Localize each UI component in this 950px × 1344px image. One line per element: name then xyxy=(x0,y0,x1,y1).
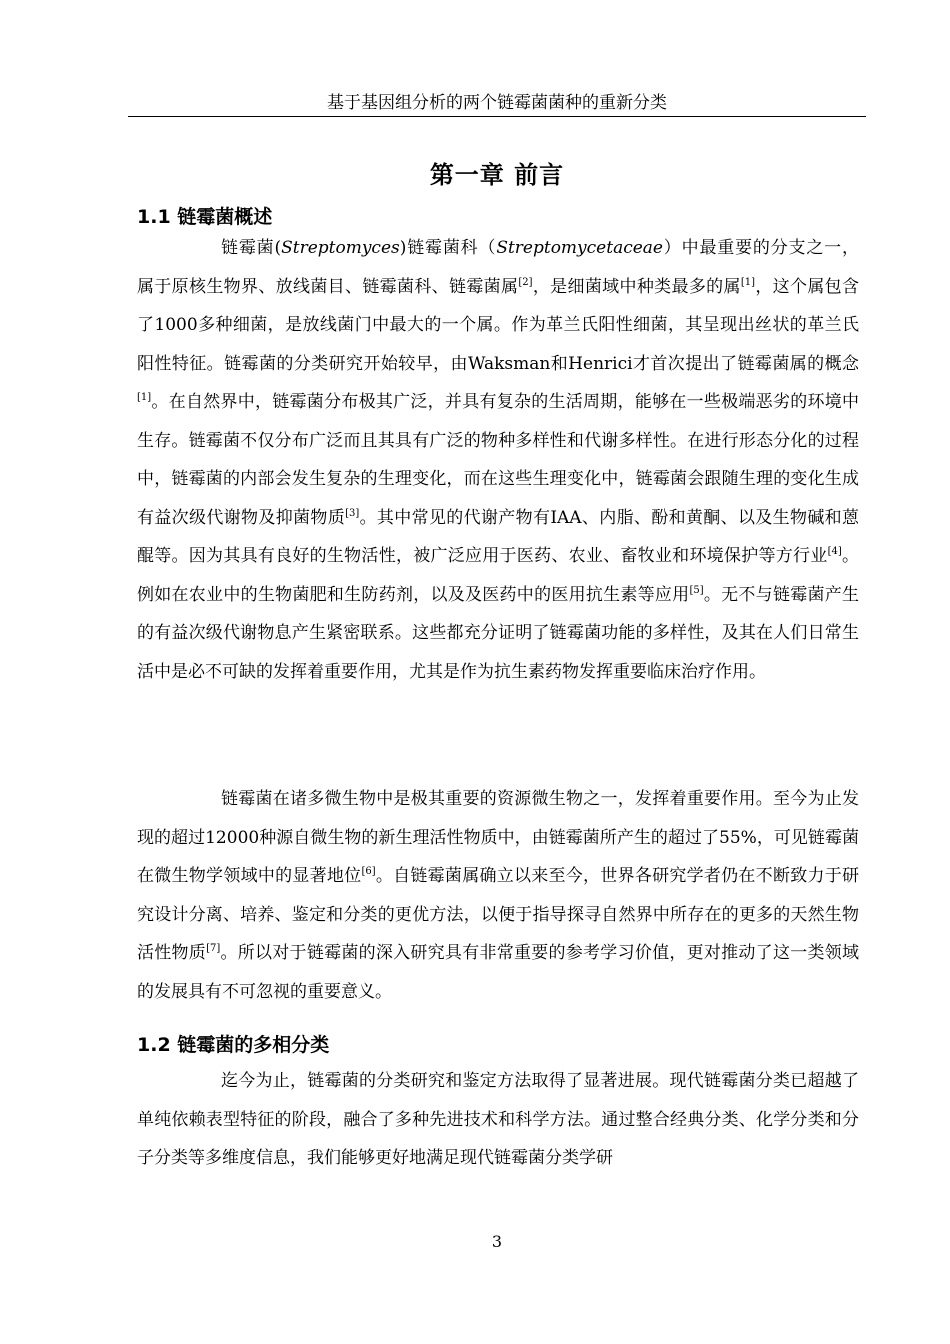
section-heading-1-1: 1.1 链霉菌概述 xyxy=(137,206,273,228)
latin-term-streptomyces: Streptomyces xyxy=(281,238,400,258)
citation-ref: [6] xyxy=(361,866,376,877)
latin-term-streptomycetaceae: Streptomycetaceae xyxy=(496,238,663,258)
citation-ref: [1] xyxy=(740,276,756,288)
citation-ref: [3] xyxy=(345,507,360,519)
text-span: 链霉菌( xyxy=(221,238,282,258)
section-1-2-paragraph-1 xyxy=(137,1062,859,1178)
citation-ref: [5] xyxy=(689,584,704,596)
text-span: ，这个属包含了1000多种细菌，是放线菌门中最大的一个属。作为革兰氏阳性细菌，其呈现出丝状的革兰氏阳性特征。链霉菌的分类研究开始较早，由Waksman和Henrici才首次提出了链霉菌属的概念 xyxy=(137,276,860,374)
text-span: ，是细菌域中种类最多的属 xyxy=(532,276,741,297)
citation-ref: [4] xyxy=(827,546,842,557)
citation-ref: [7] xyxy=(206,943,221,954)
page-number: 3 xyxy=(491,1232,503,1251)
chapter-title: 第一章 前言 xyxy=(429,161,565,189)
text-span: ）中最重要的分支之一，属于原核生物界、放线菌目、链霉菌科、链霉菌属 xyxy=(137,238,859,297)
header-rule xyxy=(128,116,866,117)
text-span: )链霉菌科（ xyxy=(399,238,497,258)
section-1-1-paragraph-1 xyxy=(137,229,859,691)
text-span: 。在自然界中，链霉菌分布极其广泛，并具有复杂的生活周期，能够在一些极端恶劣的环境中生存。链霉菌不仅分布广泛而且其具有广泛的物种多样性和代谢多样性。在进行形态分化的过程中，链霉菌的内部会发生复杂的生理变化，而在这些生理变化中，链霉菌会跟随生理的变化生成有益次级代谢物及抑菌物质 xyxy=(137,392,859,528)
citation-ref: [1] xyxy=(137,392,152,403)
text-span: 。自链霉菌属确立以来至今，世界各研究学者仍在不断致力于研究设计分离、培养、鉴定和分类的更优方法，以便于指导探寻自然界中所存在的更多的天然生物活性物质 xyxy=(137,866,860,963)
text-span: 。无不与链霉菌产生的有益次级代谢物息产生紧密联系。这些都充分证明了链霉菌功能的多样性，及其在人们日常生活中是必不可缺的发挥着重要作用，尤其是作为抗生素药物发挥重要临床治疗作用。 xyxy=(137,584,860,682)
text-span: 。所以对于链霉菌的深入研究具有非常重要的参考学习价值，更对推动了这一类领域的发展具有不可忽视的重要意义。 xyxy=(137,943,860,1002)
section-1-1-paragraph-2 xyxy=(137,780,859,1011)
section-heading-1-2: 1.2 链霉菌的多相分类 xyxy=(137,1034,330,1056)
text-span: 。其中常见的代谢产物有IAA、内脂、酚和黄酮、以及生物碱和蒽醌等。因为其具有良好的生物活性，被广泛应用于医药、农业、畜牧业和环境保护等方行业 xyxy=(137,507,860,566)
text-span: 链霉菌在诸多微生物中是极其重要的资源微生物之一，发挥着重要作用。至今为止发现的超过12000种源自微生物的新生理活性物质中，由链霉菌所产生的超过了55%，可见链霉菌在微生物学领域中的显著地位 xyxy=(137,789,859,886)
text-span: 迄今为止，链霉菌的分类研究和鉴定方法取得了显著进展。现代链霉菌分类已超越了单纯依赖表型特征的阶段，融合了多种先进技术和科学方法。通过整合经典分类、化学分类和分子分类等多维度信息，我们能够更好地满足现代链霉菌分类学研 xyxy=(137,1071,859,1168)
citation-ref: [2] xyxy=(518,276,533,288)
running-header: 基于基因组分析的两个链霉菌菌种的重新分类 xyxy=(327,93,667,113)
text-span: 。例如在农业中的生物菌肥和生防药剂，以及及医药中的医用抗生素等应用 xyxy=(137,546,859,605)
